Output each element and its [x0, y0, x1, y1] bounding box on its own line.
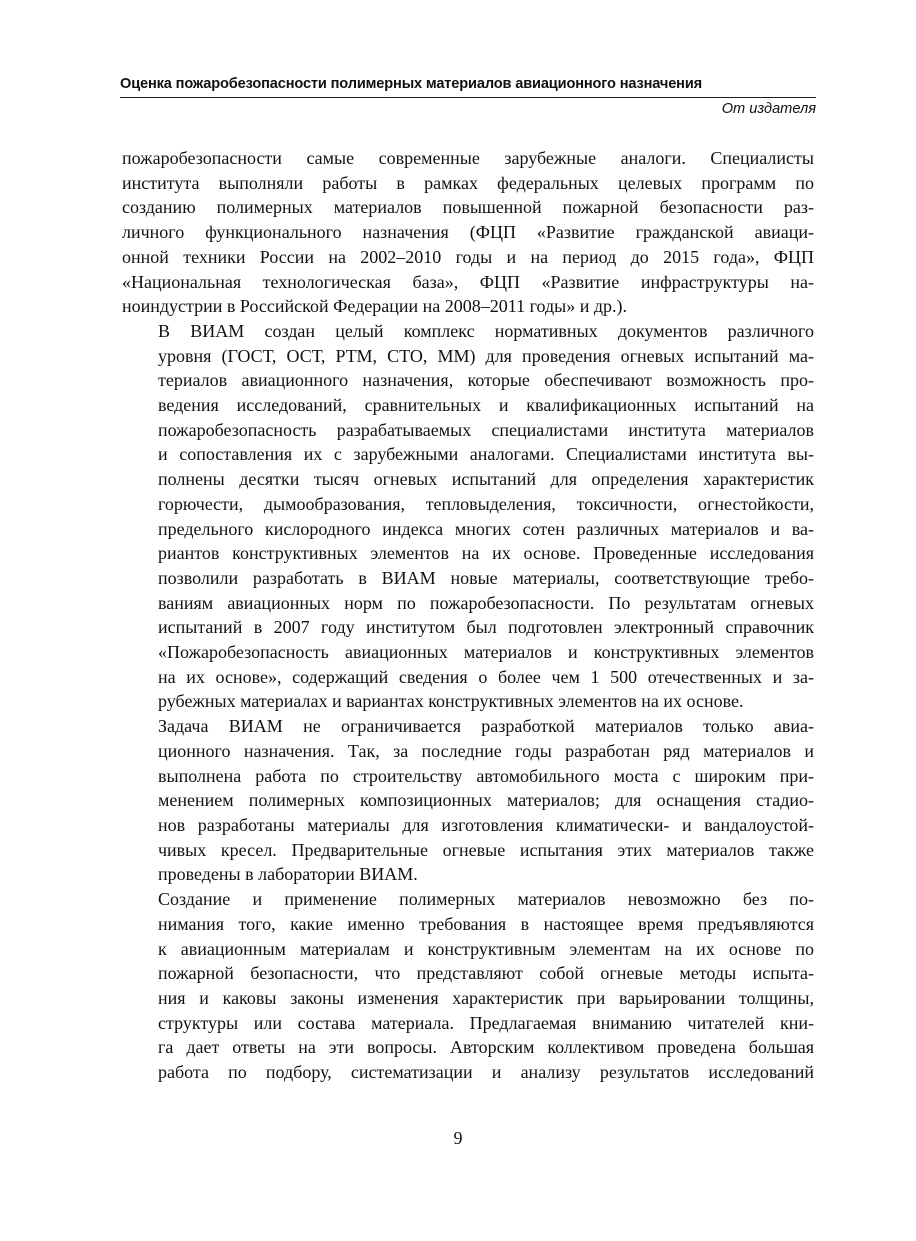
text-line: ведения исследований, сравнительных и квалификационных испытаний на [158, 395, 814, 416]
text-line: позволили разработать в ВИАМ новые материалы, соответствующие требо- [158, 567, 814, 588]
text-line: нимания того, какие именно требования в настоящее время предъявляются [158, 913, 814, 934]
text-line: пожаробезопасности самые современные зарубежные аналоги. Специалисты [122, 148, 814, 168]
text-line: чивых кресел. Предварительные огневые испытания этих материалов также [158, 839, 814, 860]
text-line: Задача ВИАМ не ограничивается разработкой материалов только авиа- [158, 716, 814, 737]
text-line: Создание и применение полимерных материалов невозможно без по- [158, 889, 814, 910]
running-head-section: От издателя [721, 101, 816, 117]
text-line: проведены в лаборатории ВИАМ. [158, 864, 418, 885]
paragraph-1 [122, 146, 814, 319]
text-line: «Национальная технологическая база», ФЦП «Развитие инфраструктуры на- [122, 271, 814, 292]
text-line: пожаробезопасность разрабатываемых специалистами института материалов [158, 419, 814, 440]
text-line: полнены десятки тысяч огневых испытаний для определения характеристик [158, 469, 814, 490]
text-line: уровня (ГОСТ, ОСТ, РТМ, СТО, ММ) для проведения огневых испытаний ма- [158, 345, 814, 366]
paragraph-3 [122, 714, 814, 887]
text-line: менением полимерных композиционных материалов; для оснащения стадио- [158, 790, 814, 811]
text-line: к авиационным материалам и конструктивным элементам на их основе по [158, 938, 814, 959]
text-line: структуры или состава материала. Предлагаемая вниманию читателей кни- [158, 1012, 814, 1033]
text-line: созданию полимерных материалов повышенной пожарной безопасности раз- [122, 197, 814, 218]
page-number: 9 [453, 1128, 463, 1148]
text-line: «Пожаробезопасность авиационных материалов и конструктивных элементов [158, 642, 814, 663]
text-line: нов разработаны материалы для изготовления климатически- и вандалоустой- [158, 814, 814, 835]
body-text [122, 146, 814, 1085]
text-line: териалов авиационного назначения, которые обеспечивают возможность про- [158, 370, 814, 391]
text-line: испытаний в 2007 году институтом был подготовлен электронный справочник [158, 617, 814, 638]
text-line: и сопоставления их с зарубежными аналогами. Специалистами института вы- [158, 444, 814, 465]
text-line: га дает ответы на эти вопросы. Авторским коллективом проведена большая [158, 1037, 814, 1058]
text-line: ваниям авиационных норм по пожаробезопасности. По результатам огневых [158, 592, 814, 613]
text-line: горючести, дымообразования, тепловыделения, токсичности, огнестойкости, [158, 493, 814, 514]
text-line: работа по подбору, систематизации и анализу результатов исследований [158, 1062, 814, 1083]
running-head [120, 74, 816, 119]
text-line: ционного назначения. Так, за последние годы разработан ряд материалов и [158, 740, 814, 761]
text-line: института выполняли работы в рамках федеральных целевых программ по [122, 172, 814, 193]
running-head-title: Оценка пожаробезопасности полимерных материалов авиационного назначения [120, 74, 816, 98]
text-line: онной техники России на 2002–2010 годы и на период до 2015 года», ФЦП [122, 246, 814, 267]
text-line: рубежных материалах и вариантах конструктивных элементов на их основе. [158, 691, 744, 712]
text-line: выполнена работа по строительству автомобильного моста с широким при- [158, 765, 814, 786]
text-line: ния и каковы законы изменения характеристик при варьировании толщины, [158, 987, 814, 1008]
text-line: личного функционального назначения (ФЦП «Развитие гражданской авиаци- [122, 222, 814, 243]
paragraph-4 [122, 887, 814, 1085]
text-line: ноиндустрии в Российской Федерации на 2008–2011 годы» и др.). [122, 296, 628, 317]
text-line: риантов конструктивных элементов на их основе. Проведенные исследования [158, 543, 814, 564]
paragraph-2 [122, 319, 814, 714]
text-line: пожарной безопасности, что представляют собой огневые методы испыта- [158, 963, 814, 984]
text-line: В ВИАМ создан целый комплекс нормативных документов различного [158, 320, 814, 341]
text-line: на их основе», содержащий сведения о более чем 1 500 отечественных и за- [158, 666, 814, 687]
text-line: предельного кислородного индекса многих сотен различных материалов и ва- [158, 518, 814, 539]
